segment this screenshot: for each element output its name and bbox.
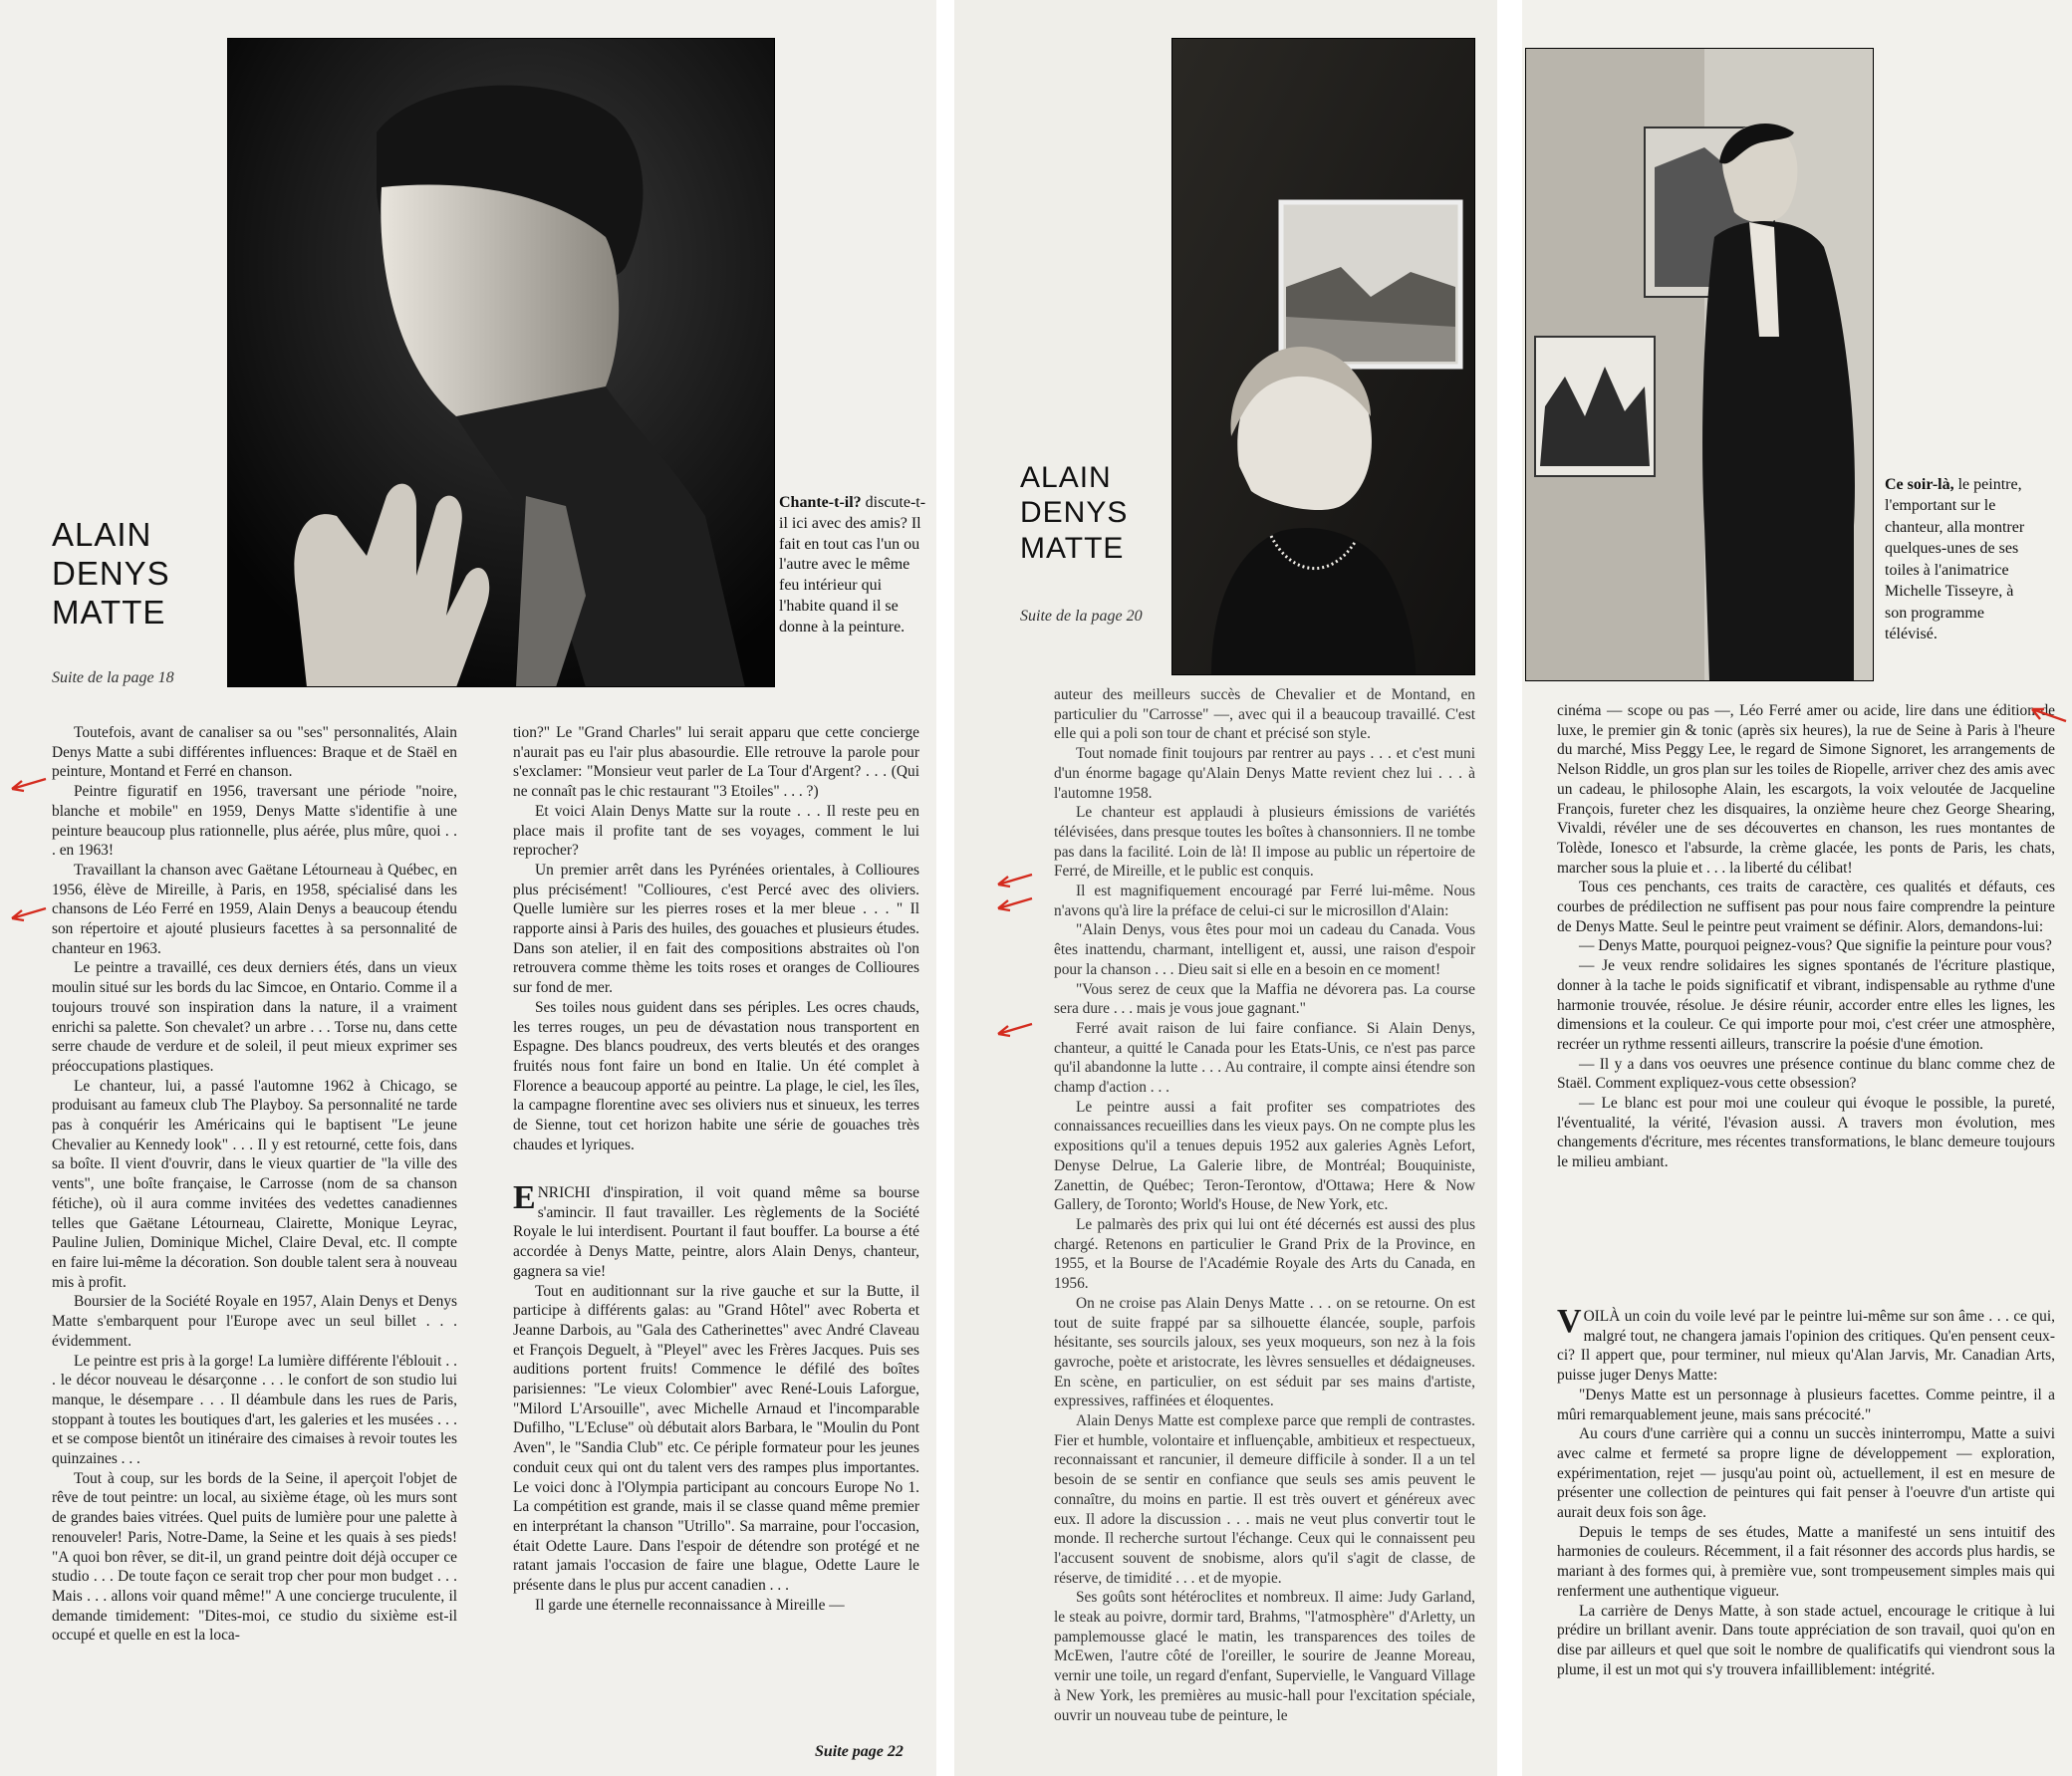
paragraph: Tout en auditionnant sur la rive gauche et sur la Butte, il participe à différents galas: au "Grand Hôtel" avec Roberta et Jeanne Darbois, au "Gala des Catherinettes" avec André Claveau et François Deguelt, à "Pleyel" avec les Frères Jacques. Puis ses auditions portent fruits! Commence le défilé des boîtes parisiennes: "Le vieux Colombier" avec René-Louis Laforgue, "Milord L'Arsouille", avec Michelle Arnaud et l'incomparable Dufilho, "L'Ecluse" où débutait alors Barbara, le "Moulin du Pont Aven", le "Sandia Club" etc. Ce périple formateur pour les jeunes conduit ceux qui ont du talent vers des rampes plus importantes. Le voici donc à l'Olympia participant au concours Europe No 1. La compétition est grande, mais il se classe quand même premier en interprétant la chanson "Utrillo". Sa marraine, pour l'occasion, était Odette Laure. Dans l'espoir de détendre son protégé et ne ratant jamais l'occasion de faire une blague, Odette Laure le présente dans le plus pur accent canadien . . .: [513, 1282, 919, 1595]
paragraph: — Le blanc est pour moi une couleur qui évoque le possible, la pureté, l'éventualité, la vérité, l'évasion aussi. A travers mon évolution, mes changements d'écriture, mes récentes transformations, le blanc demeure toujours le milieu ambiant.: [1557, 1095, 2055, 1171]
text-column-2: [513, 723, 919, 1154]
title-line: MATTE: [1020, 531, 1125, 565]
paragraph: Le chanteur est applaudi à plusieurs émissions de variétés télévisées, dans presque toutes les boîtes à chansonniers. Il ne tombe pas dans la facilité. Loin de là! Il impose au public un répertoire de Ferré, de Mireille, et le public est conquis.: [1054, 804, 1475, 881]
photo-caption: [779, 493, 928, 638]
title-line: MATTE: [52, 593, 166, 631]
paragraph: Ferré avait raison de lui faire confiance. Si Alain Denys, chanteur, a quitté le Canada pour les Etats-Unis, ce n'est pas parce qu'il abandonne la lutte . . . Au contraire, il compte ainsi étendre son champ d'action . . .: [1054, 1019, 1475, 1097]
paragraph: Il est magnifiquement encouragé par Ferré lui-même. Nous n'avons qu'à lire la préface de celui-ci sur le microsillon d'Alain:: [1054, 883, 1475, 919]
paragraph: Alain Denys Matte est complexe parce que rempli de contrastes. Fier et humble, volontaire et influençable, ambitieux et respectueux, reconnaissant et rancunier, il demeure difficile à sonder. Il a un tel besoin de se sentir en confiance que seuls ses amis peuvent le connaître, du moins en partie. Il est très ouvert et généreux avec eux. Il adore la discussion . . . mais ne veut plus convertir tout le monde. Il recherche surtout l'échange. Ceux qui le connaissent peu l'accusent souvent de snobisme, alors qu'il s'agit de classe, de réserve, de timidité . . . et de myopie.: [1054, 1412, 1475, 1587]
title-line: ALAIN: [1020, 461, 1112, 494]
paragraph: Depuis le temps de ses études, Matte a manifesté un sens intuitif des harmonies de couleurs. Récemment, il a fait résonner des accords plus hardis, se mariant à des formes qui, à première vue, sont trompeusement simples mais qui renferment une authentique vigueur.: [1557, 1523, 2055, 1600]
magazine-page-right: [1522, 0, 2072, 1776]
paragraph: On ne croise pas Alain Denys Matte . . . on se retourne. On est tout de suite frappé par sa silhouette élancée, souple, parfois hésitante, ses sourcils jaloux, ses yeux moqueurs, son nez à la fois gavroche, poète et aristocrate, les lèvres sensuelles et dédaigneuses. En scène, en particulier, on est séduit par ses mains d'artiste, expressives, raffinées et éloquentes.: [1054, 1294, 1475, 1410]
paragraph: — Je veux rendre solidaires les signes spontanés de l'écriture plastique, donner à la tache le poids significatif et vibrant, indispensable au rythme d'une harmonie trouvée, résolue. Je désire réunir, accorder entre elles les lignes, les dimensions et la couleur. Ce qui importe pour moi, c'est créer une atmosphère, recréer un rythme ressenti ailleurs, transcrire la poésie d'une émotion.: [1557, 957, 2055, 1053]
title-line: ALAIN: [52, 516, 152, 553]
paragraph: cinéma — scope ou pas —, Léo Ferré amer ou acide, lire dans une édition de luxe, le premier gin & tonic (après six heures), la rue de Seine à Paris à l'heure du marché, Miss Peggy Lee, le regard de Simone Signoret, les arrangements de Nelson Riddle, un gros plan sur les toiles de Riopelle, arriver chez des amis avec un cadeau, le philosophe Alain, les escargots, la voix veloutée de Jacqueline François, fureter chez les disquaires, la onzième heure chez George Shearing, Vivaldi, révéler une de ses découvertes en chanson, les rues montantes de Tolède, Ionesco et l'absurde, la crème glacée, les ponts de Paris, les chats, marcher sous la pluie et . . . la liberté du célibat!: [1557, 702, 2055, 877]
magazine-page-left: [0, 0, 936, 1776]
painter-standing-image: [1525, 48, 1874, 681]
red-arrow-icon: [994, 894, 1034, 912]
paragraph: — Il y a dans vos oeuvres une présence continue du blanc comme chez de Staël. Comment expliquez-vous cette obsession?: [1557, 1055, 2055, 1093]
continued-on: Suite page 22: [815, 1743, 904, 1760]
woman-gallery-image: [1171, 38, 1475, 675]
caption-text: le peintre, l'emportant sur le chanteur, alla montrer quelques-unes de ses toiles à l'animatrice Michelle Tisseyre, à son programme télévisé.: [1885, 476, 2025, 643]
red-arrow-icon: [994, 871, 1034, 888]
paragraph: Au cours d'une carrière qui a connu un succès ininterrompu, Matte a suivi avec calme et fermeté sa propre ligne de développement — exploration, expérimentation, rejet — jusqu'au point où, actuellement, il est en mesure de présenter une collection de peintures qui fait penser à l'oeuvre d'un artiste qui aurait deux fois son âge.: [1557, 1425, 2055, 1522]
paragraph: "Vous serez de ceux que la Maffia ne dévorera pas. La course sera dure . . . mais je vous joue gagnant.": [1054, 980, 1475, 1018]
continued-from: Suite de la page 18: [52, 669, 174, 686]
paragraph: Le peintre a travaillé, ces deux derniers étés, dans un vieux moulin situé sur les bords du lac Simcoe, en Ontario. Comme il a toujours trouvé son inspiration dans la nature, il a vraiment enrichi sa palette. Son chevalet? un arbre . . . Torse nu, dans cette serre chaude de verdure et de soleil, il peut mieux exprimer ses préoccupations plastiques.: [52, 959, 457, 1075]
paragraph: — Denys Matte, pourquoi peignez-vous? Que signifie la peinture pour vous?: [1579, 937, 2052, 955]
paragraph: Tout à coup, sur les bords de la Seine, il aperçoit l'objet de rêve de tout peintre: un local, au sixième étage, où les murs sont de grandes baies vitrées. Quel puits de lumière pour une palette à renouveler! Paris, Notre-Dame, la Seine et les quais à ses pieds! "A quoi bon rêver, se dit-il, un grand peintre doit déjà occuper ce studio . . . De toute façon ce serait trop cher pour mon budget . . . Mais . . . allons voir quand même!" A une concierge truculente, il demande timidement: "Dites-moi, ce studio du sixième est-il occupé et quelle en est la loca-: [52, 1469, 457, 1645]
paragraph: Le chanteur, lui, a passé l'automne 1962 à Chicago, se produisant au fameux club The Playboy. Sa personnalité ne tarde pas à conquérir les Américains qui le baptisent "Le jeune Chevalier au Kennedy look" . . . Il y est retourné, cette fois, dans sa boîte. Il vient d'ouvrir, dans le vieux quartier de "la ville des vents", une boîte française, le Carrosse (nom de sa chanson fétiche), où il aura comme invitées des vedettes canadiennes telles que Gaëtane Létourneau, Clairette, Monique Leyrac, Pauline Julien, Dominique Michel, Claire Deval, etc. Il compte en faire lui-même la décoration. Son double talent sera à nouveau mis à profit.: [52, 1077, 457, 1291]
paragraph: ENRICHI d'inspiration, il voit quand même sa bourse s'amincir. Il faut travailler. Les règlements de la Société Royale le lui interdisent. Pourtant il faut bouffer. La bourse a été accordée à Denys Matte, peintre, alors Alain Denys, chanteur, gagnera sa vie!: [513, 1179, 919, 1280]
paragraph: Un premier arrêt dans les Pyrénées orientales, à Collioures plus précisément! "Collioures, c'est Percé avec des oliviers. Quelle lumière sur les pierres roses et la mer bleue . . . " Il rapporte ainsi à Paris des huiles, des gouaches et plusieurs études. Dans son atelier, il en fait des compositions abstraites où l'on retrouvera comme thème les toits roses et oranges de Collioures sur fond de mer.: [513, 861, 919, 997]
paragraph: La carrière de Denys Matte, à son stade actuel, encourage le critique à lui prédire un brillant avenir. Dans toute appréciation de son travail, quoi qu'on en dise par ailleurs et quel que soit le nombre de qualificatifs qui viendront sous la plume, il est un mot qui s'y trouvera infailliblement: intégrité.: [1557, 1602, 2055, 1678]
paragraph: Travaillant la chanson avec Gaëtane Létourneau à Québec, en 1956, élève de Mireille, à Paris, en 1958, spécialisé dans les chansons de Léo Ferré en 1959, Alain Denys a beaucoup étendu son répertoire et ajouté plusieurs facettes à sa personnalité de chanteur en 1963.: [52, 861, 457, 957]
article-title: [1020, 460, 1128, 566]
paragraph: Il garde une éternelle reconnaissance à Mireille —: [535, 1596, 845, 1614]
paragraph: "Alain Denys, vous êtes pour moi un cadeau du Canada. Vous êtes inattendu, charmant, intelligent et, aussi, une raison d'espoir pour la chanson . . . Dieu sait si elle en a besoin en ce moment!: [1054, 921, 1475, 978]
paragraph: Tout nomade finit toujours par rentrer au pays . . . et c'est muni d'un énorme bagage qu'Alain Denys Matte revient chez lui . . . à l'automne 1958.: [1054, 745, 1475, 802]
magazine-page-middle: [954, 0, 1497, 1776]
paragraph: Le peintre aussi a fait profiter ses compatriotes des connaissances recueillies dans les vieux pays. On ne compte plus les expositions qu'il a tenues depuis 1952 aux galeries Agnès Lefort, Denyse Delrue, La Galerie libre, de Montréal; Bouquiniste, Zanettin, de Québec; Teron-Terontow, d'Ottawa; Here & Now Gallery, de Toronto; World's House, de New York, etc.: [1054, 1098, 1475, 1214]
paragraph: "Denys Matte est un personnage à plusieurs facettes. Comme peintre, il a mûri remarquablement jeune, mais sans précocité.": [1557, 1386, 2055, 1423]
paragraph: Tous ces penchants, ces traits de caractère, ces qualités et défauts, ces courbes de prédilection ne suffisent pas pour nous faire comprendre la peinture de Denys Matte. Seul le peintre peut vraiment se définir. Alors, demandons-lui:: [1557, 879, 2055, 935]
singer-photo: [227, 38, 775, 687]
paragraph: auteur des meilleurs succès de Chevalier et de Montand, en particulier du "Carrosse" —, avec qui il a beaucoup travaillé. C'est elle qui a poli son tour de chant et précisé son style.: [1054, 686, 1475, 743]
title-line: DENYS: [52, 554, 170, 592]
red-arrow-icon: [8, 775, 48, 793]
text-column: [1054, 685, 1475, 1725]
paragraph: VOILÀ un coin du voile levé par le peintre lui-même sur son âme . . . ce qui, malgré tout, ne changera jamais l'opinion des critiques. Qu'en pensent ceux-ci? Il appert que, pour terminer, nul mieux qu'Alan Jarvis, Mr. Canadian Arts, puisse juger Denys Matte:: [1557, 1303, 2055, 1385]
text-column-b: [1557, 1303, 2055, 1679]
paragraph: Peintre figuratif en 1956, traversant une période "noire, blanche et mobile" en 1959, Denys Matte s'identifie à une peinture beaucoup plus rationnelle, plus aérée, plus mûre, quoi . . . en 1963!: [52, 783, 457, 860]
red-arrow-icon: [2028, 705, 2068, 723]
photo-caption: [1885, 474, 2034, 645]
caption-lead: Chante-t-il?: [779, 494, 862, 511]
red-arrow-icon: [8, 904, 48, 922]
painter-photo: [1525, 48, 1874, 681]
gallery-photo: [1171, 38, 1475, 675]
paragraph: Et voici Alain Denys Matte sur la route . . . Il reste peu en place mais il profite tant de ses voyages, comment le lui reprocher?: [513, 802, 919, 860]
continued-from: Suite de la page 20: [1020, 608, 1143, 625]
singer-portrait-image: [227, 38, 775, 687]
paragraph: tion?" Le "Grand Charles" lui serait apparu que cette concierge n'aurait pas eu l'air plus abasourdie. Elle retrouve la parole pour s'exclamer: "Monsieur veut parler de La Tour d'Argent? . . . (Qui ne connaît pas le chic restaurant "3 Etoiles" . . . ?): [513, 724, 919, 801]
caption-lead: Ce soir-là,: [1885, 476, 1954, 493]
text-column: [1557, 701, 2055, 1172]
text-column-1: [52, 723, 457, 1646]
title-line: DENYS: [1020, 496, 1129, 530]
red-arrow-icon: [994, 1020, 1034, 1038]
caption-text: discute-t-il ici avec des amis? Il fait en tout cas l'un ou l'autre avec le même feu intérieur qui l'habite quand il se donne à la peinture.: [779, 494, 926, 635]
article-title: [52, 516, 170, 633]
paragraph: Ses goûts sont hétéroclites et nombreux. Il aime: Judy Garland, le steak au poivre, dormir tard, Brahms, "l'atmosphère" d'Arletty, un pamplemousse glacé le matin, les transparences des toiles de McEwen, l'autre côté de l'oreiller, le sourire de Jeanne Moreau, vernir une toile, un regard d'enfant, Supervielle, le Vanguard Village à New York, les premières au music-hall pour l'excitation spéciale, ouvrir un nouveau tube de peinture, le: [1054, 1589, 1475, 1724]
paragraph: Le palmarès des prix qui lui ont été décernés est aussi des plus chargé. Retenons en particulier le Grand Prix de la Province, en 1955, et la Bourse de l'Académie Royale des Arts du Canada, en 1956.: [1054, 1215, 1475, 1293]
paragraph: Ses toiles nous guident dans ses périples. Les ocres chauds, les terres rouges, un peu de dévastation nous transportent en Espagne. Des blancs poudreux, des verts bleutés et des oranges fruités nous font faire un bond en Italie. Un été complet à Florence a beaucoup apporté au peintre. La plage, le ciel, les îles, la campagne florentine avec ses oliviers nus et sinueux, les terres de Sienne, tout cet horizon habite une série de gouaches très chaudes et lyriques.: [513, 998, 919, 1153]
paragraph: Le peintre est pris à la gorge! La lumière différente l'éblouit . . . le décor nouveau le désarçonne . . . le confort de son studio lui manque, le désempare . . . Il déambule dans les rues de Paris, stoppant à toutes les boutiques d'art, les galeries et les musées . . . et se compose bientôt un itinéraire des cimaises à revoir toutes les quinzaines . . .: [52, 1352, 457, 1468]
text-column-2b: [513, 1179, 919, 1615]
paragraph: Boursier de la Société Royale en 1957, Alain Denys et Denys Matte s'embarquent pour l'Europe avec un seul billet . . . évidemment.: [52, 1293, 457, 1350]
paragraph: Toutefois, avant de canaliser sa ou "ses" personnalités, Alain Denys Matte a subi différentes influences: Braque et de Staël en peinture, Montand et Ferré en chanson.: [52, 724, 457, 781]
